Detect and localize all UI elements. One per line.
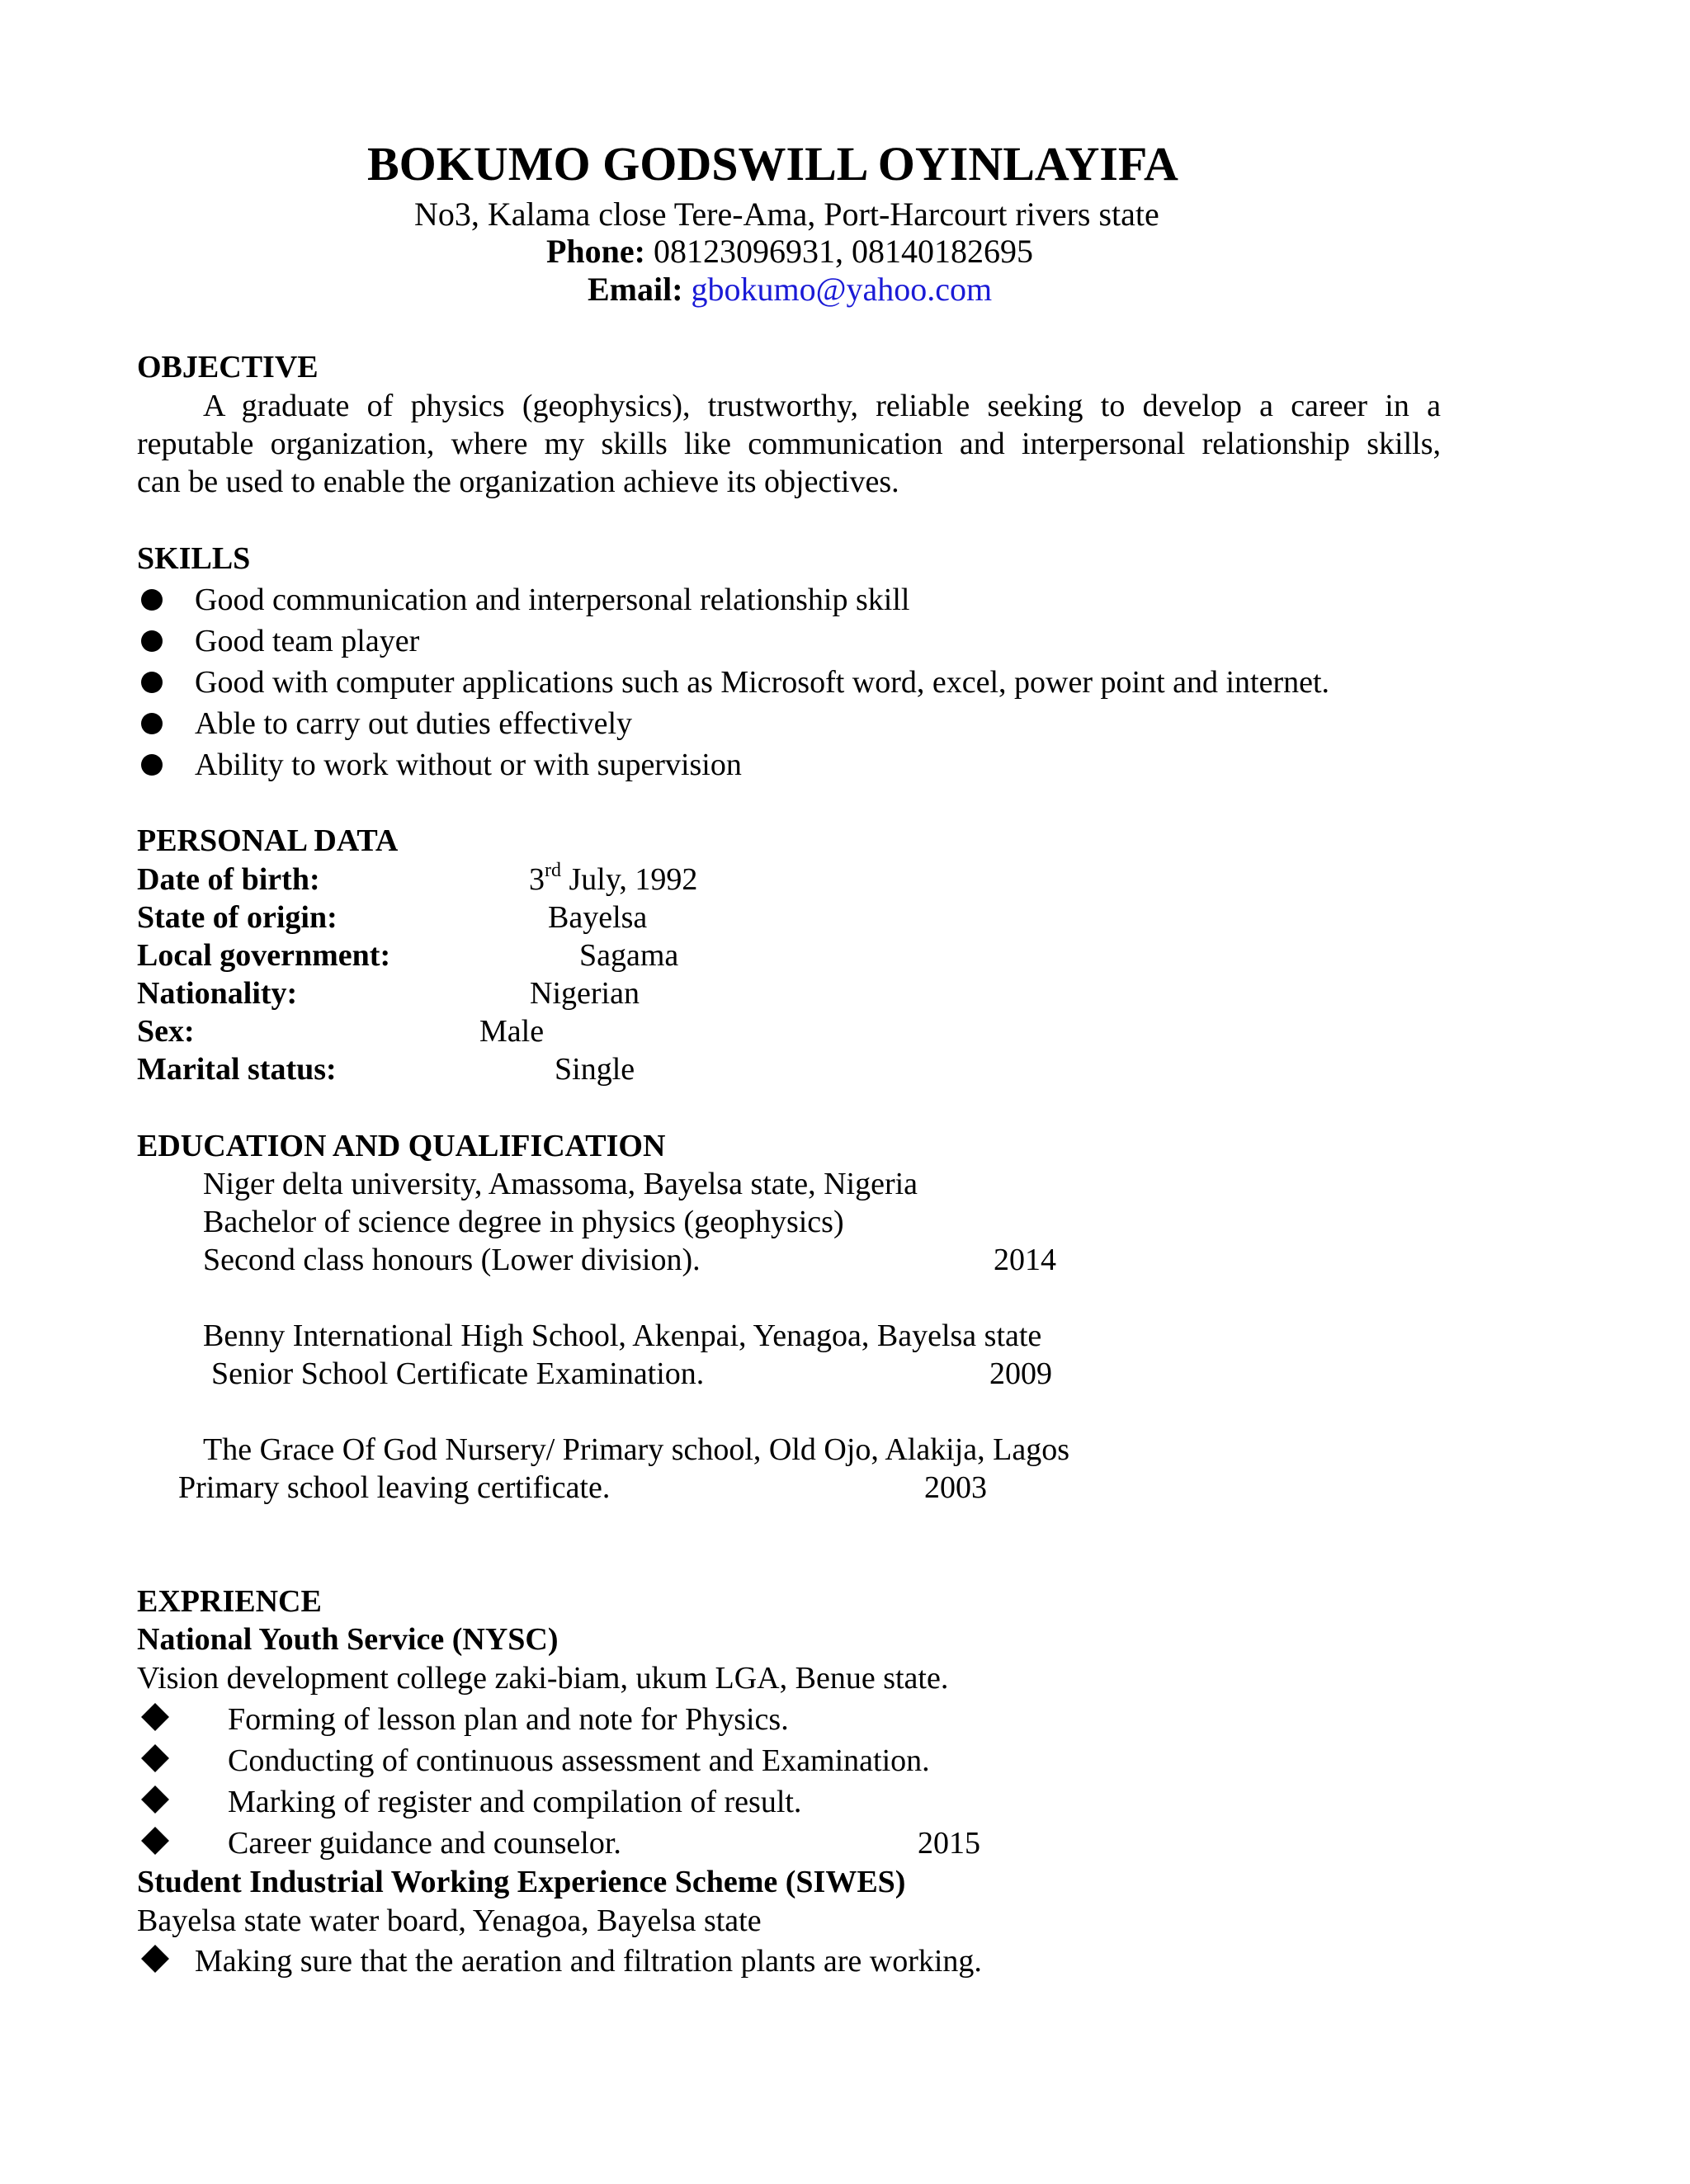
sex-label: Sex: [137, 1014, 195, 1049]
job-place: Vision development college zaki-biam, ukum LGA, Benue state. [137, 1661, 949, 1696]
email-line [588, 273, 992, 306]
dob-label: Date of birth: [137, 862, 320, 897]
skill-item: Able to carry out duties effectively [195, 706, 633, 741]
job-duty: Forming of lesson plan and note for Physics. [228, 1702, 789, 1737]
candidate-name: BOKUMO GODSWILL OYINLAYIFA [367, 137, 1178, 191]
skills-heading: SKILLS [137, 541, 251, 576]
marital-value: Single [555, 1052, 635, 1087]
dob-value: 3rd July, 1992 [529, 860, 698, 897]
experience-heading: EXPRIENCE [137, 1584, 322, 1619]
skill-item: Good communication and interpersonal relationship skill [195, 583, 910, 617]
job-duty: Career guidance and counselor. [228, 1826, 621, 1861]
bullet-icon [141, 754, 163, 776]
objective-heading: OBJECTIVE [137, 350, 319, 384]
diamond-bullet-icon [141, 1744, 169, 1772]
bullet-icon [141, 672, 163, 693]
skill-item: Good team player [195, 624, 420, 658]
bullet-icon [141, 713, 163, 734]
education-year: 2014 [994, 1243, 1056, 1277]
job-title: Student Industrial Working Experience Scheme (SIWES) [137, 1865, 906, 1899]
education-line: Bachelor of science degree in physics (geophysics) [203, 1205, 844, 1239]
lga-value: Sagama [579, 938, 679, 973]
state-label: State of origin: [137, 900, 338, 935]
lga-label: Local government: [137, 938, 391, 973]
diamond-bullet-icon [141, 1827, 169, 1855]
job-duty: Conducting of continuous assessment and Examination. [228, 1743, 930, 1778]
education-year: 2003 [924, 1470, 987, 1505]
phone-line [546, 235, 1033, 268]
diamond-bullet-icon [141, 1703, 169, 1731]
nationality-label: Nationality: [137, 976, 298, 1011]
education-line: Primary school leaving certificate. [178, 1470, 611, 1505]
job-year: 2015 [918, 1826, 980, 1861]
state-value: Bayelsa [548, 900, 648, 935]
skill-item: Good with computer applications such as Microsoft word, excel, power point and internet. [195, 665, 1330, 700]
objective-line-3: can be used to enable the organization achieve its objectives. [137, 465, 899, 499]
diamond-bullet-icon [141, 1945, 169, 1973]
phone-value: 08123096931, 08140182695 [654, 233, 1033, 270]
education-heading: EDUCATION AND QUALIFICATION [137, 1129, 666, 1163]
education-line: Benny International High School, Akenpai, Yenagoa, Bayelsa state [203, 1318, 1042, 1353]
education-line: Second class honours (Lower division). [203, 1243, 701, 1277]
education-line: The Grace Of God Nursery/ Primary school, Old Ojo, Alakija, Lagos [203, 1432, 1070, 1467]
email-label: Email: [588, 271, 683, 308]
marital-label: Marital status: [137, 1052, 337, 1087]
bullet-icon [141, 589, 163, 611]
address: No3, Kalama close Tere-Ama, Port-Harcourt rivers state [414, 196, 1159, 233]
job-title: National Youth Service (NYSC) [137, 1622, 559, 1657]
education-year: 2009 [989, 1356, 1052, 1391]
job-place: Bayelsa state water board, Yenagoa, Bayelsa state [137, 1903, 762, 1938]
bullet-icon [141, 630, 163, 652]
personal-heading: PERSONAL DATA [137, 823, 399, 858]
job-duty: Marking of register and compilation of result. [228, 1785, 802, 1819]
objective-line-2: reputable organization, where my skills like communication and interpersonal relationship skills, [137, 427, 1441, 461]
education-line: Senior School Certificate Examination. [211, 1356, 705, 1391]
diamond-bullet-icon [141, 1785, 169, 1814]
job-duty: Making sure that the aeration and filtration plants are working. [195, 1944, 982, 1979]
email-link[interactable]: gbokumo@yahoo.com [691, 271, 993, 308]
skill-item: Ability to work without or with supervision [195, 748, 742, 782]
education-line: Niger delta university, Amassoma, Bayelsa state, Nigeria [203, 1167, 918, 1201]
sex-value: Male [479, 1014, 545, 1049]
objective-line-1: A graduate of physics (geophysics), trustworthy, reliable seeking to develop a career in a [203, 389, 1441, 423]
phone-label: Phone: [546, 233, 645, 270]
nationality-value: Nigerian [530, 976, 640, 1011]
